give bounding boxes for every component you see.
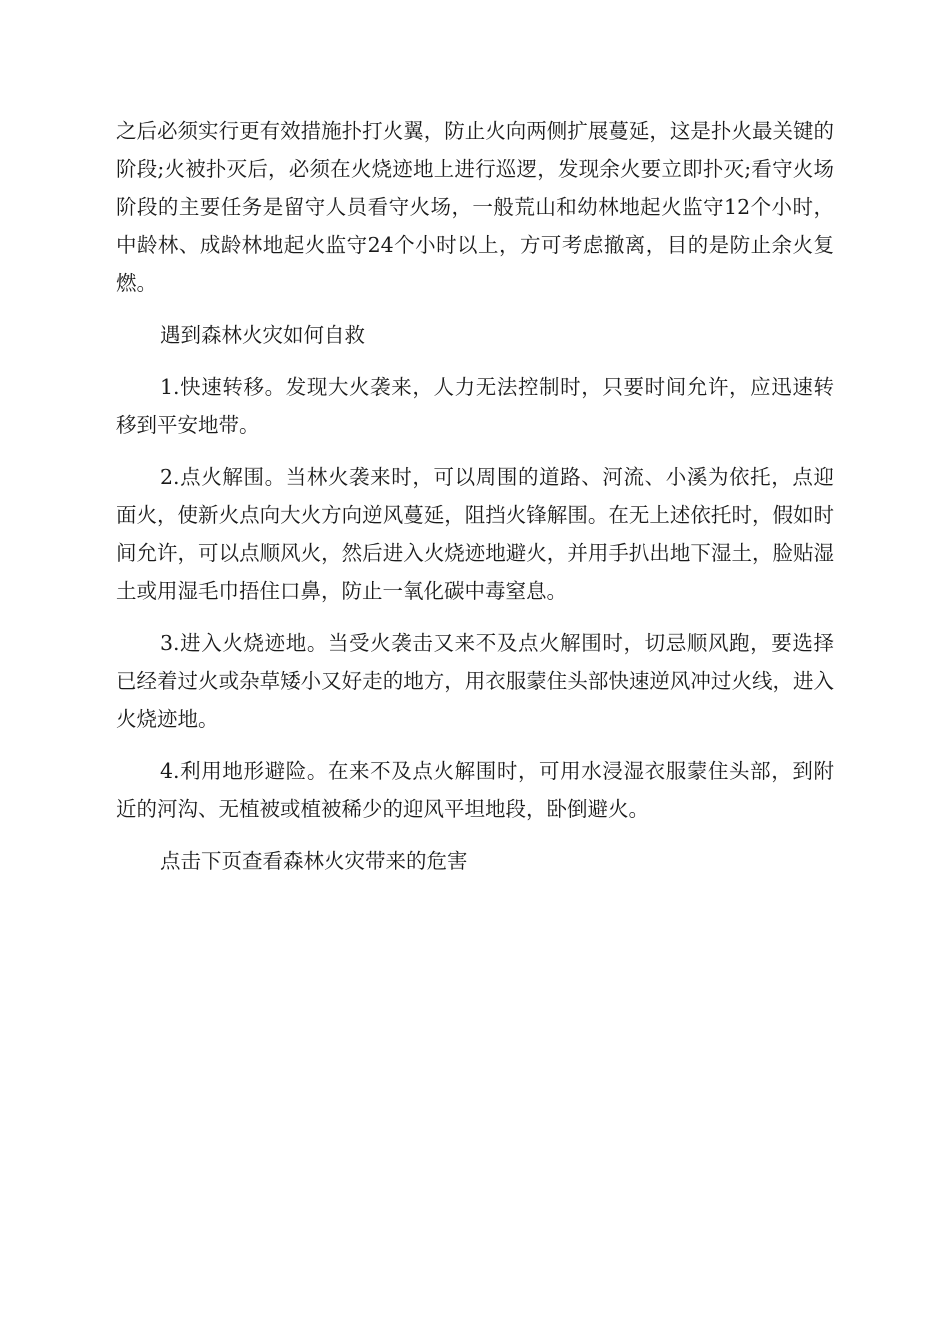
- paragraph-continuation: 之后必须实行更有效措施扑打火翼，防止火向两侧扩展蔓延，这是扑火最关键的阶段;火被扑灭后，必须在火烧迹地上进行巡逻，发现余火要立即扑灭;看守火场阶段的主要任务是留守人员看守火场，一般荒山和幼林地起火监守12个小时，中龄林、成龄林地起火监守24个小时以上，方可考虑撤离，目的是防止余火复燃。: [116, 119, 834, 295]
- list-item-1: 1.快速转移。发现大火袭来，人力无法控制时，只要时间允许，应迅速转移到平安地带。: [116, 375, 834, 437]
- list-item-2: 2.点火解围。当林火袭来时，可以周围的道路、河流、小溪为依托，点迎面火，使新火点向大火方向逆风蔓延，阻挡火锋解围。在无上述依托时，假如时间允许，可以点顺风火，然后进入火烧迹地避火，并用手扒出地下湿土，脸贴湿土或用湿毛巾捂住口鼻，防止一氧化碳中毒窒息。: [116, 465, 834, 603]
- document-body: [116, 112, 834, 894]
- list-item-4: 4.利用地形避险。在来不及点火解围时，可用水浸湿衣服蒙住头部，到附近的河沟、无植被或植被稀少的迎风平坦地段，卧倒避火。: [116, 759, 834, 821]
- list-item-3: 3.进入火烧迹地。当受火袭击又来不及点火解围时，切忌顺风跑，要选择已经着过火或杂草矮小又好走的地方，用衣服蒙住头部快速逆风冲过火线，进入火烧迹地。: [116, 631, 834, 731]
- section-heading: 遇到森林火灾如何自救: [160, 323, 365, 347]
- next-page-link[interactable]: 点击下页查看森林火灾带来的危害: [160, 849, 468, 873]
